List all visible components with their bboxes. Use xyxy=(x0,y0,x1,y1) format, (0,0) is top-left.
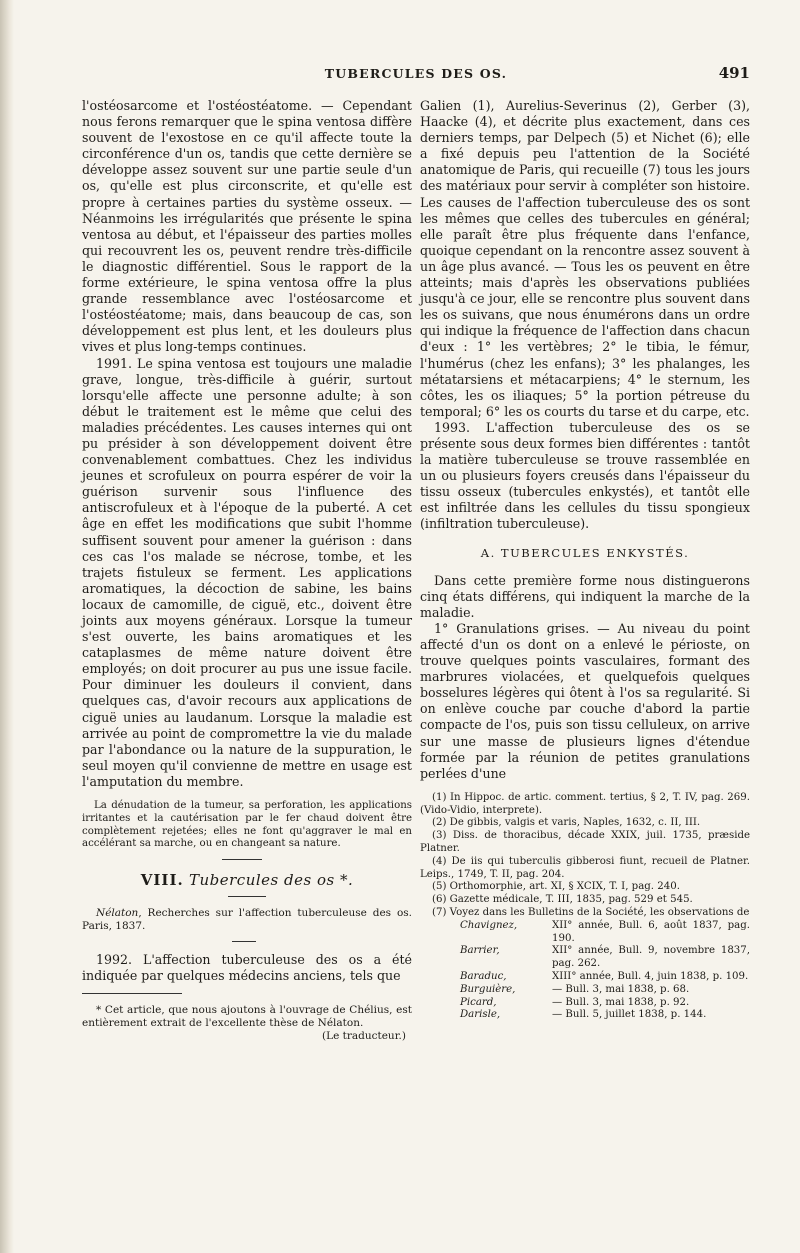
footnote-4: (4) De iis qui tuberculis gibberosi fiunt, recueil de Platner. Leips., 1749, T. II, pag. 204. xyxy=(420,855,750,880)
footnote-1: (1) In Hippoc. de artic. comment. tertius, § 2, T. IV, pag. 269. (Vido-Vidio, interprete). xyxy=(420,791,750,816)
paragraph-1993: 1993. L'affection tuberculeuse des os se présente sous deux formes bien différentes : tantôt la matière tuberculeuse se trouve rassemblée en un ou plusieurs foyers creusés dans l'épaisseur du tissu osseux (tubercules enkystés), et tantôt elle est infiltrée dans les cellules du tissu spongieux (infiltration tuberculeuse). xyxy=(420,419,750,532)
divider xyxy=(232,941,256,942)
divider xyxy=(228,896,266,897)
footnotes xyxy=(420,792,750,1022)
observation-entry xyxy=(460,920,750,946)
paragraph-1991: 1991. Le spina ventosa est toujours une maladie grave, longue, très-difficile à guérir, surtout lorsqu'elle affecte une personne adulte; à son début le traitement est le même que celui des maladies précédentes. Les causes internes qui ont pu présider à son développement doivent être convenablement combattues. Chez les individus jeunes et scrofuleux on pourra espérer de voir la guérison survenir sous l'influence des antiscrofuleux et à l'époque de la puberté. A cet âge en effet les modifications que subit l'homme suffisent souvent pour amener la guérison : dans ces cas l'os malade se nécrose, tombe, et les trajets fistuleux se ferment. Les applications aromatiques, la décoction de sabine, les bains locaux de camomille, de ciguë, etc., doivent être joints aux moyens généraux. Lorsque la tumeur s'est ouverte, les bains aromatiques et les cataplasmes de même nature doivent être employés; on doit procurer au pus une issue facile. Pour diminuer les douleurs il convient, dans quelques cas, d'avoir recours aux applications de ciguë unies au laudanum. Lorsque la maladie est arrivée au point de compromettre la vie du malade par l'abondance ou la nature de la suppuration, le seul moyen qu'il convienne de mettre en usage est l'amputation du membre. xyxy=(82,355,412,789)
observations-list xyxy=(420,920,750,1022)
translator-note-text: * Cet article, que nous ajoutons à l'ouvrage de Chélius, est entièrement extrait de l'excellente thèse de Nélaton. xyxy=(82,1003,412,1029)
page-number: 491 xyxy=(718,64,750,82)
right-column xyxy=(420,98,750,1022)
observation-author: Baraduc, xyxy=(460,971,507,982)
paragraph: Dans cette première forme nous distinguerons cinq états différens, qui indiquent la marche de la maladie. xyxy=(420,572,750,620)
footnote-text: La dénudation de la tumeur, sa perforation, les applications irritantes et la cautérisation par le fer chaud doivent être complètement rejetées; elles ne font qu'aggraver le mal en accélérant sa marche, ou en changeant sa nature. xyxy=(82,800,412,850)
observation-entry xyxy=(460,984,750,997)
section-source-author: Nélaton xyxy=(96,907,139,920)
paragraph: Galien (1), Aurelius-Severinus (2), Gerber (3), Haacke (4), et décrite plus exactement, dans ces derniers temps, par Delpech (5) et Nichet (6); elle a fixé depuis peu l'attention de la Société anatomique de Paris, qui recueille (7) tous les jours des matériaux pour servir à compléter son histoire. Les causes de l'affection tuberculeuse des os sont les mêmes que celles des tubercules en général; elle paraît être plus fréquente dans l'enfance, quoique cependant on la rencontre assez souvent à un âge plus avancé. — Tous les os peuvent en être atteints; mais d'après les observations publiées jusqu'à ce jour, elle se rencontre plus souvent dans les os suivans, que nous énumérons dans un ordre qui indique la fréquence de l'affection dans chacun d'eux : 1° les vertèbres; 2° le tibia, le fémur, l'humérus (chez les enfans); 3° les phalanges, les métatarsiens et métacarpiens; 4° le sternum, les côtes, les os iliaques; 5° la portion pétreuse du temporal; 6° les os courts du tarse et du carpe, etc. xyxy=(420,98,750,419)
footnote-5: (5) Orthomorphie, art. XI, § XCIX, T. I, pag. 240. xyxy=(432,881,680,893)
footnote-3: (3) Diss. de thoracibus, décade XXIX, juil. 1735, præside Platner. xyxy=(420,830,750,855)
section-heading xyxy=(82,872,412,888)
observation-entry xyxy=(460,971,750,984)
subheading: A. TUBERCULES ENKYSTÉS. xyxy=(480,545,690,560)
observation-ref: XII° année, Bull. 6, août 1837, pag. 190. xyxy=(552,919,750,944)
observation-author: Picard, xyxy=(460,996,497,1008)
paragraph: l'ostéosarcome et l'ostéostéatome. — Cependant nous ferons remarquer que le spina ventosa diffère souvent de l'exostose en ce qu'il affecte toute la circonférence d'un os, tandis que cette dernière se développe assez souvent sur une partie seule d'un os, qu'elle est plus circonscrite, et qu'elle est propre à certaines parties du système osseux. — Néanmoins les irrégularités que présente le spina ventosa au début, et l'épaisseur des parties molles qui recouvrent les os, peuvent rendre très-difficile le diagnostic différentiel. Sous le rapport de la forme extérieure, le spina ventosa offre la plus grande ressemblance avec l'ostéosarcome et l'ostéostéatome; mais, dans beaucoup de cas, son développement est plus lent, et les douleurs plus vives et plus long-temps continues. xyxy=(82,98,412,355)
section-number: VIII. xyxy=(140,871,184,890)
translator-signature: (Le traducteur.) xyxy=(322,1029,406,1042)
divider xyxy=(222,859,262,860)
paragraph-1992: 1992. L'affection tuberculeuse des os a été indiquée par quelques médecins anciens, tels que xyxy=(82,952,412,984)
paragraph-footnote xyxy=(82,800,412,851)
observation-ref: XII° année, Bull. 9, novembre 1837, pag. 262. xyxy=(552,945,750,970)
observation-entry xyxy=(460,997,750,1010)
page-header xyxy=(82,66,750,90)
left-column xyxy=(82,98,412,1043)
footnote-7: (7) Voyez dans les Bulletins de la Société, les observations de xyxy=(432,907,750,919)
observation-ref: XIII° année, Bull. 4, juin 1838, p. 109. xyxy=(552,971,749,982)
observation-author: Darisle, xyxy=(460,1009,501,1021)
footnote-2: (2) De gibbis, valgis et varis, Naples, 1632, c. II, III. xyxy=(432,817,701,829)
section-source xyxy=(82,907,412,933)
footnote-rule xyxy=(82,993,182,994)
observation-entry xyxy=(460,945,750,971)
observation-author: Burguière, xyxy=(460,983,516,995)
translator-note xyxy=(82,1004,412,1043)
footnote-6: (6) Gazette médicale, T. III, 1835, pag. 529 et 545. xyxy=(432,894,693,906)
observation-ref: — Bull. 3, mai 1838, p. 68. xyxy=(552,983,690,995)
section-title: Tubercules des os *. xyxy=(188,871,354,890)
page-binding-shadow xyxy=(0,0,14,1253)
observation-ref: — Bull. 5, juillet 1838, p. 144. xyxy=(552,1009,707,1021)
observation-entry xyxy=(460,1009,750,1022)
running-head: TUBERCULES DES OS. xyxy=(324,66,508,81)
section-source-text: , Recherches sur l'affection tuberculeuse des os. Paris, 1837. xyxy=(82,907,412,933)
paragraph: 1° Granulations grises. — Au niveau du point affecté d'un os dont on a enlevé le périoste, on trouve quelques points vasculaires, formant des marbrures violacées, et quelquefois quelques bosselures légères qui ôtent à l'os sa regularité. Si on enlève couche par couche d'abord la partie compacte de l'os, puis son tissu celluleux, on arrive sur une masse de plusieurs lignes d'étendue formée par la réunion de petites granulations perlées d'une xyxy=(420,620,750,781)
observation-author: Barrier, xyxy=(460,945,500,957)
observation-author: Chavignez, xyxy=(460,919,518,931)
observation-ref: — Bull. 3, mai 1838, p. 92. xyxy=(552,996,690,1008)
